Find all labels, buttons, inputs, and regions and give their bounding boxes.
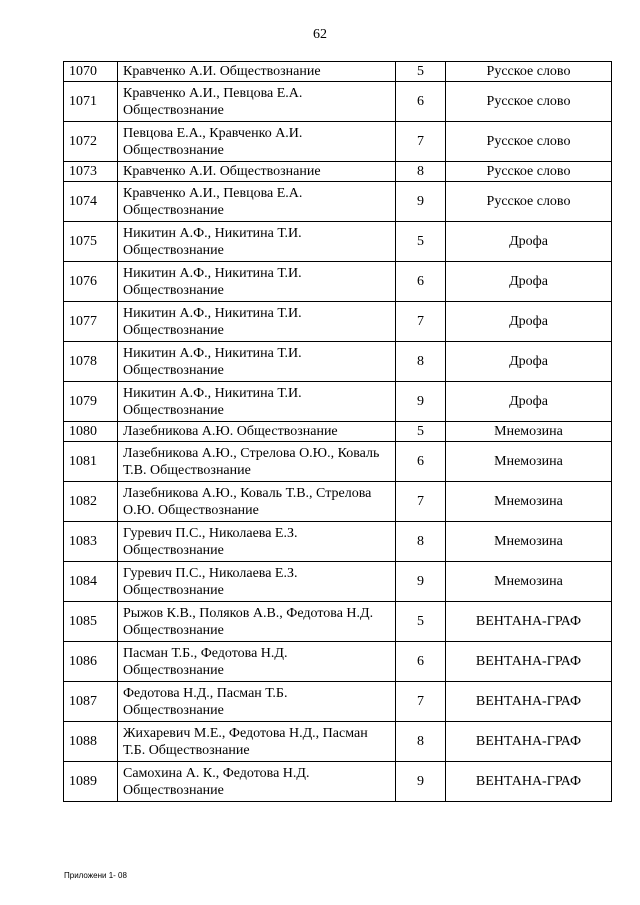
publisher: ВЕНТАНА-ГРАФ xyxy=(446,722,612,762)
author-title: Рыжов К.В., Поляков А.В., Федотова Н.Д. Обществознание xyxy=(118,602,396,642)
grade: 5 xyxy=(396,222,446,262)
row-number: 1080 xyxy=(64,422,118,442)
grade: 7 xyxy=(396,482,446,522)
publisher: Мнемозина xyxy=(446,442,612,482)
table-row xyxy=(64,342,612,382)
author-title: Жихаревич М.Е., Федотова Н.Д., Пасман Т.Б. Обществознание xyxy=(118,722,396,762)
table-row xyxy=(64,162,612,182)
author-title: Самохина А. К., Федотова Н.Д. Обществознание xyxy=(118,762,396,802)
table-row xyxy=(64,722,612,762)
author-title: Кравченко А.И. Обществознание xyxy=(118,62,396,82)
author-title: Никитин А.Ф., Никитина Т.И. Обществознание xyxy=(118,302,396,342)
publisher: Мнемозина xyxy=(446,562,612,602)
publisher: ВЕНТАНА-ГРАФ xyxy=(446,642,612,682)
row-number: 1074 xyxy=(64,182,118,222)
author-title: Лазебникова А.Ю. Обществознание xyxy=(118,422,396,442)
publisher: Дрофа xyxy=(446,302,612,342)
publisher: Мнемозина xyxy=(446,482,612,522)
publisher: Русское слово xyxy=(446,162,612,182)
row-number: 1088 xyxy=(64,722,118,762)
author-title: Лазебникова А.Ю., Коваль Т.В., Стрелова О.Ю. Обществознание xyxy=(118,482,396,522)
grade: 5 xyxy=(396,422,446,442)
row-number: 1072 xyxy=(64,122,118,162)
row-number: 1089 xyxy=(64,762,118,802)
row-number: 1075 xyxy=(64,222,118,262)
table-row xyxy=(64,762,612,802)
table-row xyxy=(64,122,612,162)
table-row xyxy=(64,302,612,342)
row-number: 1079 xyxy=(64,382,118,422)
publisher: Русское слово xyxy=(446,62,612,82)
table-row xyxy=(64,182,612,222)
row-number: 1086 xyxy=(64,642,118,682)
grade: 9 xyxy=(396,382,446,422)
row-number: 1077 xyxy=(64,302,118,342)
row-number: 1083 xyxy=(64,522,118,562)
author-title: Никитин А.Ф., Никитина Т.И. Обществознание xyxy=(118,262,396,302)
publisher: Дрофа xyxy=(446,342,612,382)
grade: 5 xyxy=(396,62,446,82)
grade: 6 xyxy=(396,262,446,302)
author-title: Пасман Т.Б., Федотова Н.Д. Обществознание xyxy=(118,642,396,682)
author-title: Кравченко А.И., Певцова Е.А. Обществознание xyxy=(118,182,396,222)
row-number: 1085 xyxy=(64,602,118,642)
textbook-table xyxy=(63,61,612,802)
table-row xyxy=(64,422,612,442)
grade: 6 xyxy=(396,642,446,682)
table-row xyxy=(64,562,612,602)
row-number: 1087 xyxy=(64,682,118,722)
grade: 9 xyxy=(396,762,446,802)
table-row xyxy=(64,522,612,562)
table-row xyxy=(64,222,612,262)
table-row xyxy=(64,642,612,682)
grade: 7 xyxy=(396,682,446,722)
row-number: 1076 xyxy=(64,262,118,302)
author-title: Федотова Н.Д., Пасман Т.Б. Обществознание xyxy=(118,682,396,722)
author-title: Никитин А.Ф., Никитина Т.И. Обществознание xyxy=(118,222,396,262)
author-title: Кравченко А.И. Обществознание xyxy=(118,162,396,182)
publisher: ВЕНТАНА-ГРАФ xyxy=(446,602,612,642)
table-row xyxy=(64,382,612,422)
grade: 6 xyxy=(396,442,446,482)
row-number: 1082 xyxy=(64,482,118,522)
page-number: 62 xyxy=(313,27,327,42)
row-number: 1070 xyxy=(64,62,118,82)
row-number: 1084 xyxy=(64,562,118,602)
row-number: 1071 xyxy=(64,82,118,122)
publisher: Мнемозина xyxy=(446,422,612,442)
table-row xyxy=(64,682,612,722)
table-row xyxy=(64,482,612,522)
author-title: Гуревич П.С., Николаева Е.З. Обществознание xyxy=(118,522,396,562)
grade: 8 xyxy=(396,162,446,182)
publisher: Русское слово xyxy=(446,82,612,122)
publisher: Дрофа xyxy=(446,222,612,262)
table-row xyxy=(64,262,612,302)
author-title: Лазебникова А.Ю., Стрелова О.Ю., Коваль Т.В. Обществознание xyxy=(118,442,396,482)
row-number: 1081 xyxy=(64,442,118,482)
grade: 7 xyxy=(396,122,446,162)
publisher: Дрофа xyxy=(446,262,612,302)
footer-note: Приложени 1- 08 xyxy=(64,871,127,880)
publisher: ВЕНТАНА-ГРАФ xyxy=(446,682,612,722)
publisher: Мнемозина xyxy=(446,522,612,562)
grade: 5 xyxy=(396,602,446,642)
publisher: Русское слово xyxy=(446,182,612,222)
author-title: Кравченко А.И., Певцова Е.А. Обществознание xyxy=(118,82,396,122)
table-row xyxy=(64,442,612,482)
table-row xyxy=(64,82,612,122)
grade: 8 xyxy=(396,342,446,382)
grade: 7 xyxy=(396,302,446,342)
row-number: 1073 xyxy=(64,162,118,182)
grade: 6 xyxy=(396,82,446,122)
grade: 8 xyxy=(396,522,446,562)
publisher: Дрофа xyxy=(446,382,612,422)
author-title: Никитин А.Ф., Никитина Т.И. Обществознание xyxy=(118,382,396,422)
grade: 8 xyxy=(396,722,446,762)
publisher: ВЕНТАНА-ГРАФ xyxy=(446,762,612,802)
author-title: Певцова Е.А., Кравченко А.И. Обществознание xyxy=(118,122,396,162)
table-row xyxy=(64,62,612,82)
author-title: Никитин А.Ф., Никитина Т.И. Обществознание xyxy=(118,342,396,382)
row-number: 1078 xyxy=(64,342,118,382)
publisher: Русское слово xyxy=(446,122,612,162)
author-title: Гуревич П.С., Николаева Е.З. Обществознание xyxy=(118,562,396,602)
grade: 9 xyxy=(396,562,446,602)
grade: 9 xyxy=(396,182,446,222)
table-row xyxy=(64,602,612,642)
